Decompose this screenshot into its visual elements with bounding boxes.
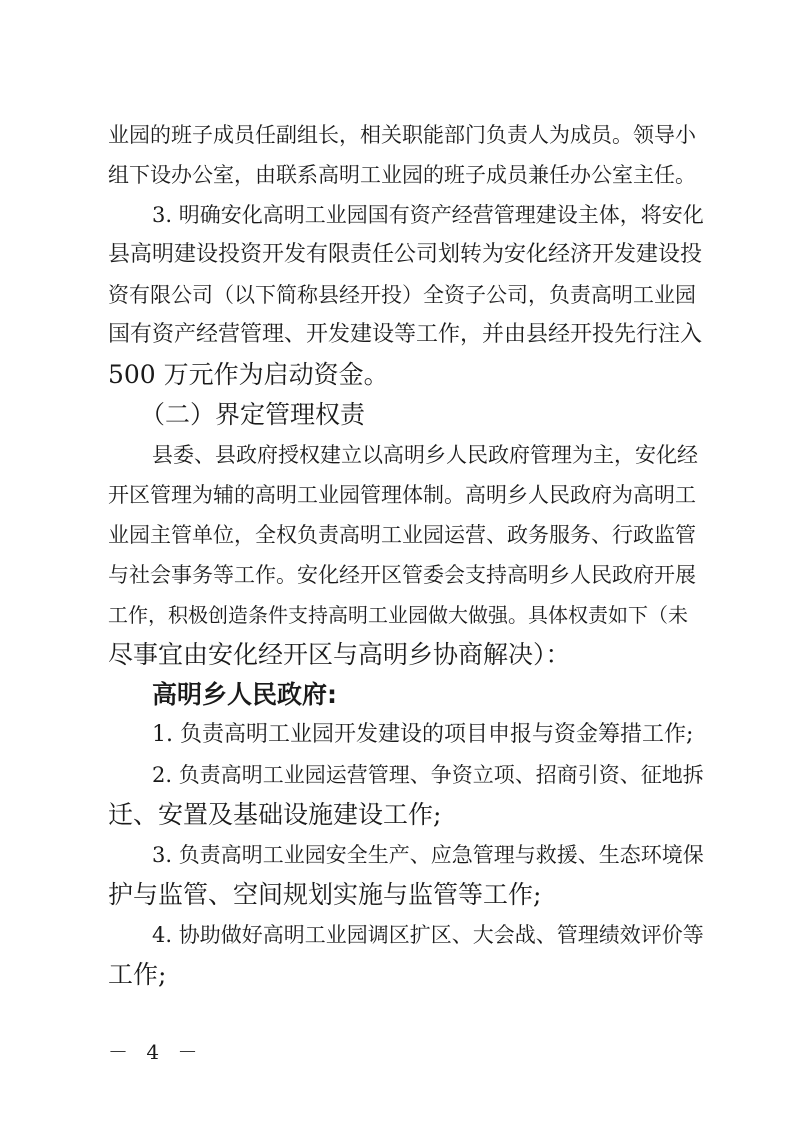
text-line: 县委、县政府授权建立以高明乡人民政府管理为主，安化经: [152, 443, 698, 467]
list-item-continuation: 工作;: [108, 960, 167, 989]
list-item-continuation: 迁、安置及基础设施建设工作;: [108, 800, 442, 829]
list-item: 4. 协助做好高明工业园调区扩区、大会战、管理绩效评价等: [152, 923, 704, 947]
text-line: 500 万元作为启动资金。: [108, 360, 389, 389]
text-line: 工作，积极创造条件支持高明工业园做大做强。具体权责如下（未: [108, 603, 688, 627]
list-item: 2. 负责高明工业园运营管理、争资立项、招商引资、征地拆: [152, 763, 704, 787]
page-number: － 4 －: [108, 1040, 204, 1064]
text-line: 尽事宜由安化经开区与高明乡协商解决）：: [108, 640, 571, 669]
text-line: 业园的班子成员任副组长，相关职能部门负责人为成员。领导小: [108, 123, 696, 147]
text-line: 组下设办公室，由联系高明工业园的班子成员兼任办公室主任。: [108, 163, 696, 187]
text-line: 3. 明确安化高明工业园国有资产经营管理建设主体，将安化: [152, 203, 704, 227]
text-line: 国有资产经营管理、开发建设等工作，并由县经开投先行注入: [108, 322, 703, 347]
text-line: 与社会事务等工作。安化经开区管委会支持高明乡人民政府开展: [108, 563, 696, 587]
list-item: 1. 负责高明工业园开发建设的项目申报与资金筹措工作;: [152, 722, 694, 747]
section-heading: （二）界定管理权责: [140, 400, 366, 429]
subsection-heading: 高明乡人民政府:: [152, 680, 337, 709]
text-line: 开区管理为辅的高明工业园管理体制。高明乡人民政府为高明工: [108, 483, 696, 507]
list-item-continuation: 护与监管、空间规划实施与监管等工作;: [108, 880, 542, 909]
text-line: 县高明建设投资开发有限责任公司划转为安化经济开发建设投: [108, 242, 703, 267]
text-line: 业园主管单位，全权负责高明工业园运营、政务服务、行政监管: [108, 523, 696, 547]
list-item: 3. 负责高明工业园安全生产、应急管理与救援、生态环境保: [152, 843, 704, 867]
text-line: 资有限公司（以下简称县经开投）全资子公司，负责高明工业园: [108, 283, 696, 307]
